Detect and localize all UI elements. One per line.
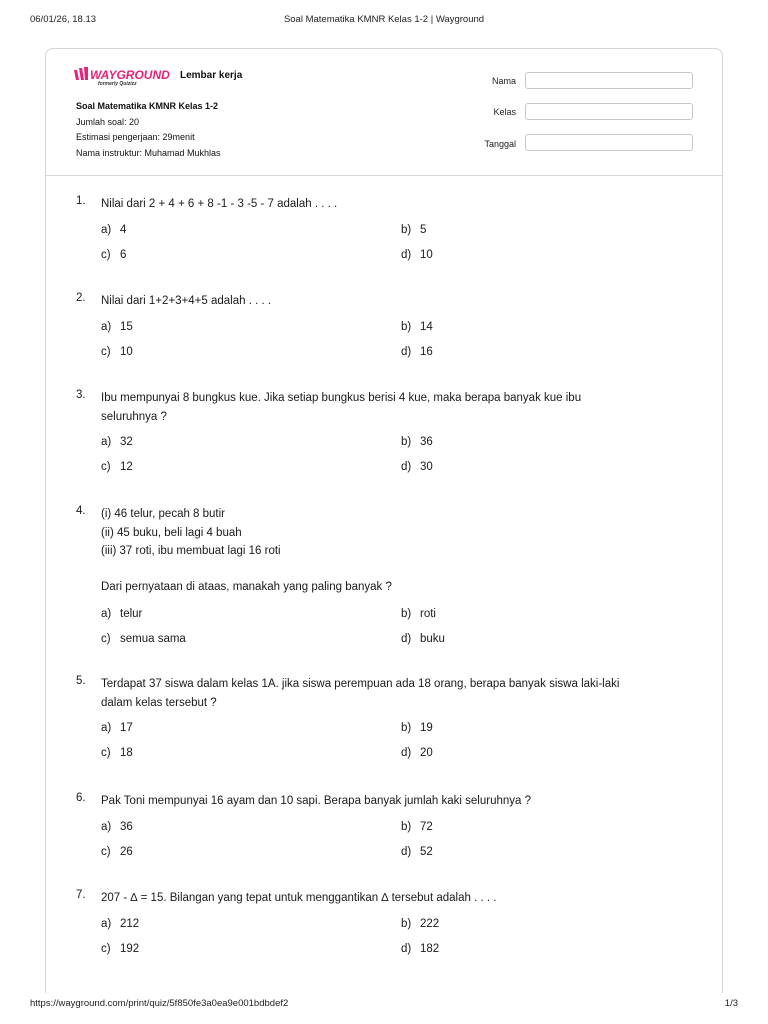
answer-option xyxy=(401,608,436,620)
answer-option xyxy=(101,821,133,833)
option-text: 26 xyxy=(120,846,133,858)
question-line: (i) 46 telur, pecah 8 butir xyxy=(101,508,226,520)
question-number: 6. xyxy=(76,792,86,804)
option-letter: c) xyxy=(101,461,111,473)
print-header xyxy=(30,14,738,26)
answer-option xyxy=(401,633,445,645)
option-letter: c) xyxy=(101,846,111,858)
answer-option xyxy=(101,461,133,473)
logo-mark-bar-2 xyxy=(79,68,84,80)
question-text xyxy=(101,292,661,311)
option-letter: c) xyxy=(101,633,111,645)
option-text: buku xyxy=(420,633,445,645)
option-text: semua sama xyxy=(120,633,186,645)
question-number: 4. xyxy=(76,505,86,517)
answer-option xyxy=(101,608,142,620)
question-line: seluruhnya ? xyxy=(101,410,167,423)
option-text: 20 xyxy=(420,747,433,759)
answer-option xyxy=(101,722,133,734)
option-letter: b) xyxy=(401,436,412,448)
worksheet-header xyxy=(46,49,722,176)
question-text xyxy=(101,889,661,908)
option-text: 222 xyxy=(420,918,440,930)
answer-option xyxy=(401,918,439,930)
answer-option xyxy=(101,321,133,333)
option-letter: a) xyxy=(101,321,112,333)
option-letter: b) xyxy=(401,821,412,833)
name-label: Nama xyxy=(491,76,516,86)
option-text: 17 xyxy=(120,722,133,734)
date-label: Tanggal xyxy=(484,139,516,149)
option-letter: d) xyxy=(401,747,412,759)
instructor-name: Nama instruktur: Muhamad Mukhlas xyxy=(76,147,221,158)
option-text: 212 xyxy=(120,918,140,930)
logo-subtitle: formerly Quizizz xyxy=(98,81,137,87)
question-line: 207 - ∆ = 15. Bilangan yang tepat untuk menggantikan ∆ tersebut adalah . . . . xyxy=(101,892,497,904)
option-text: 12 xyxy=(120,461,133,473)
question-line: Pak Toni mempunyai 16 ayam dan 10 sapi. Berapa banyak jumlah kaki seluruhnya ? xyxy=(101,795,532,807)
answer-option xyxy=(401,461,433,473)
option-letter: d) xyxy=(401,943,412,955)
question-text xyxy=(101,195,661,214)
option-text: roti xyxy=(420,608,436,620)
answer-option xyxy=(401,249,433,261)
answer-option xyxy=(101,747,133,759)
class-field[interactable] xyxy=(525,103,693,120)
question-line: Nilai dari 1+2+3+4+5 adalah . . . . xyxy=(101,295,272,307)
question-line: (ii) 45 buku, beli lagi 4 buah xyxy=(101,526,242,539)
answer-option xyxy=(401,346,433,358)
logo-mark-bar-3 xyxy=(84,67,88,80)
question-text xyxy=(101,389,661,426)
print-footer xyxy=(30,998,738,1010)
option-letter: a) xyxy=(101,821,112,833)
option-letter: d) xyxy=(401,461,412,473)
question-number: 5. xyxy=(76,675,86,687)
answer-option xyxy=(401,846,433,858)
question-text xyxy=(101,792,661,811)
option-text: 36 xyxy=(420,436,433,448)
class-label: Kelas xyxy=(493,107,516,117)
option-text: 182 xyxy=(420,943,440,955)
answer-option xyxy=(401,747,433,759)
print-date: 06/01/26, 18.13 xyxy=(30,14,97,25)
option-text: 6 xyxy=(120,249,127,261)
question-line: Dari pernyataan di ataas, manakah yang paling banyak ? xyxy=(101,580,392,593)
print-url: https://wayground.com/print/quiz/5f850fe3a0ea9e001bdbdef2 xyxy=(30,998,289,1009)
option-letter: c) xyxy=(101,943,111,955)
question-line: dalam kelas tersebut ? xyxy=(101,696,217,709)
estimated-duration: Estimasi pengerjaan: 29menit xyxy=(76,132,195,142)
option-text: 10 xyxy=(120,346,133,358)
question-line: (iii) 37 roti, ibu membuat lagi 16 roti xyxy=(101,545,281,557)
answer-option xyxy=(101,436,133,448)
answer-option xyxy=(101,846,133,858)
worksheet-sheet xyxy=(45,48,723,993)
print-window-title: Soal Matematika KMNR Kelas 1-2 | Wayground xyxy=(283,14,485,25)
wayground-logo-icon xyxy=(74,67,174,81)
answer-option xyxy=(401,436,433,448)
option-text: 10 xyxy=(420,249,433,261)
option-letter: c) xyxy=(101,747,111,759)
name-field[interactable] xyxy=(525,72,693,89)
option-letter: c) xyxy=(101,249,111,261)
worksheet-label: Lembar kerja xyxy=(180,70,243,81)
question-number: 7. xyxy=(76,889,86,901)
answer-option xyxy=(401,224,426,236)
option-letter: b) xyxy=(401,918,412,930)
question-number: 3. xyxy=(76,389,86,401)
option-letter: a) xyxy=(101,918,112,930)
answer-option xyxy=(401,943,439,955)
option-text: 16 xyxy=(420,346,433,358)
question-text xyxy=(101,505,661,596)
question-line: Terdapat 37 siswa dalam kelas 1A. jika siswa perempuan ada 18 orang, berapa banyak siswa laki-laki xyxy=(101,678,620,690)
option-text: 14 xyxy=(420,321,433,333)
page-number: 1/3 xyxy=(724,998,738,1009)
question-line: Ibu mempunyai 8 bungkus kue. Jika setiap bungkus berisi 4 kue, maka berapa banyak kue ibu xyxy=(101,392,582,404)
option-letter: d) xyxy=(401,249,412,261)
question-number: 1. xyxy=(76,195,86,207)
answer-option xyxy=(401,321,433,333)
question-number: 2. xyxy=(76,292,86,304)
option-text: telur xyxy=(120,608,143,620)
option-letter: d) xyxy=(401,346,412,358)
quiz-title: Soal Matematika KMNR Kelas 1-2 xyxy=(76,101,219,111)
option-letter: a) xyxy=(101,224,112,236)
question-text xyxy=(101,675,661,712)
option-letter: d) xyxy=(401,846,412,858)
option-text: 4 xyxy=(120,224,127,236)
question-count: Jumlah soal: 20 xyxy=(76,116,140,127)
logo-mark-bar-1 xyxy=(74,70,79,80)
date-field[interactable] xyxy=(525,134,693,151)
answer-option xyxy=(101,224,126,236)
option-text: 72 xyxy=(420,821,433,833)
option-text: 30 xyxy=(420,461,433,473)
option-letter: b) xyxy=(401,722,412,734)
answer-option xyxy=(101,249,126,261)
quiz-meta xyxy=(76,99,221,161)
question-line: Nilai dari 2 + 4 + 6 + 8 -1 - 3 -5 - 7 adalah . . . . xyxy=(101,198,338,210)
option-letter: b) xyxy=(401,321,412,333)
logo-text: WAYGROUND xyxy=(90,68,170,81)
option-text: 19 xyxy=(420,722,433,734)
answer-option xyxy=(101,918,139,930)
option-letter: b) xyxy=(401,608,412,620)
answer-option xyxy=(101,943,139,955)
option-letter: a) xyxy=(101,436,112,448)
option-text: 52 xyxy=(420,846,433,858)
option-text: 15 xyxy=(120,321,133,333)
answer-option xyxy=(401,821,433,833)
answer-option xyxy=(101,633,186,645)
option-letter: a) xyxy=(101,608,112,620)
answer-option xyxy=(101,346,133,358)
option-text: 5 xyxy=(420,224,427,236)
option-letter: a) xyxy=(101,722,112,734)
option-letter: b) xyxy=(401,224,412,236)
option-letter: d) xyxy=(401,633,412,645)
option-text: 192 xyxy=(120,943,140,955)
option-text: 32 xyxy=(120,436,133,448)
question-spacer xyxy=(101,561,661,578)
answer-option xyxy=(401,722,433,734)
option-letter: c) xyxy=(101,346,111,358)
option-text: 36 xyxy=(120,821,133,833)
option-text: 18 xyxy=(120,747,133,759)
